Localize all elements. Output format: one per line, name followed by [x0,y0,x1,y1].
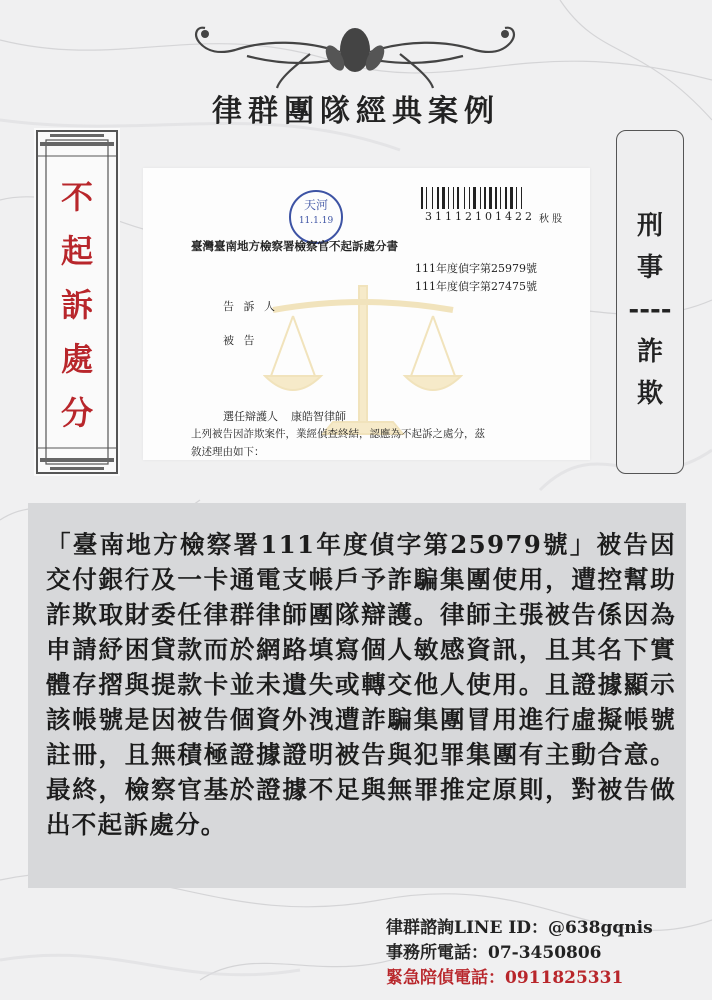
defense-name: 康皓智律師 [291,410,346,423]
contact-block [386,916,653,991]
stamp-top: 天河 [303,198,328,212]
statement-line-1: 上列被告因詐欺案件，業經偵查終結，認應為不起訴之處分，茲 [191,428,485,440]
stamp-date: 11.1.19 [298,216,334,226]
case-number-1: 111年度偵字第25979號 [415,262,537,275]
case-description-box [28,503,686,888]
doc-heading: 臺灣臺南地方檢察署檢察官不起訴處分書 [191,239,398,253]
statement-line-2: 敘述理由如下： [191,446,265,458]
ornament-divider [185,22,525,92]
date-stamp [289,190,343,244]
page-title: 律群團隊經典案例 [212,94,500,129]
left-frame [34,128,120,476]
right-label-line: ---- [628,295,672,325]
barcode [421,187,573,209]
office-phone: 事務所電話：07-3450806 [386,943,602,963]
defense-label: 選任辯護人 [223,410,278,423]
right-label-line: 事 [636,253,663,283]
barcode-suffix: 秋 股 [539,214,563,225]
case-number-2: 111年度偵字第27475號 [415,280,537,293]
right-label [617,205,683,415]
right-label-line: 刑 [636,211,663,241]
barcode-number: 31112101422 [425,210,535,223]
case-description: 「臺南地方檢察署111年度偵字第25979號」被告因交付銀行及一卡通電支帳戶予詐騙集團使用，遭控幫助詐欺取財委任律群律師團隊辯護。律師主張被告係因為申請紓困貸款而於網路填寫個人敏感資訊，且其名下實體存摺與提款卡並未遺失或轉交他人使用。且證據顯示該帳號是因被告個資外洩遭詐騙集團冒用進行虛擬帳號註冊，且無積極證據證明被告與犯罪集團有主動合意。最終，檢察官基於證據不足與無罪推定原則，對被告做出不起訴處分。 [46,530,676,839]
document-image [143,168,590,460]
complainant-label: 告 訴 人 [223,300,278,313]
left-label-text: 不起訴處分 [60,178,93,432]
line-id: 律群諮詢LINE ID：@638gqnis [386,918,653,938]
right-label-line: 詐 [636,337,663,367]
right-frame [616,130,684,474]
right-label-line: 欺 [636,379,663,409]
emergency-phone: 緊急陪偵電話：0911825331 [386,968,624,988]
left-label [34,170,120,440]
defendant-label: 被 告 [223,334,258,347]
